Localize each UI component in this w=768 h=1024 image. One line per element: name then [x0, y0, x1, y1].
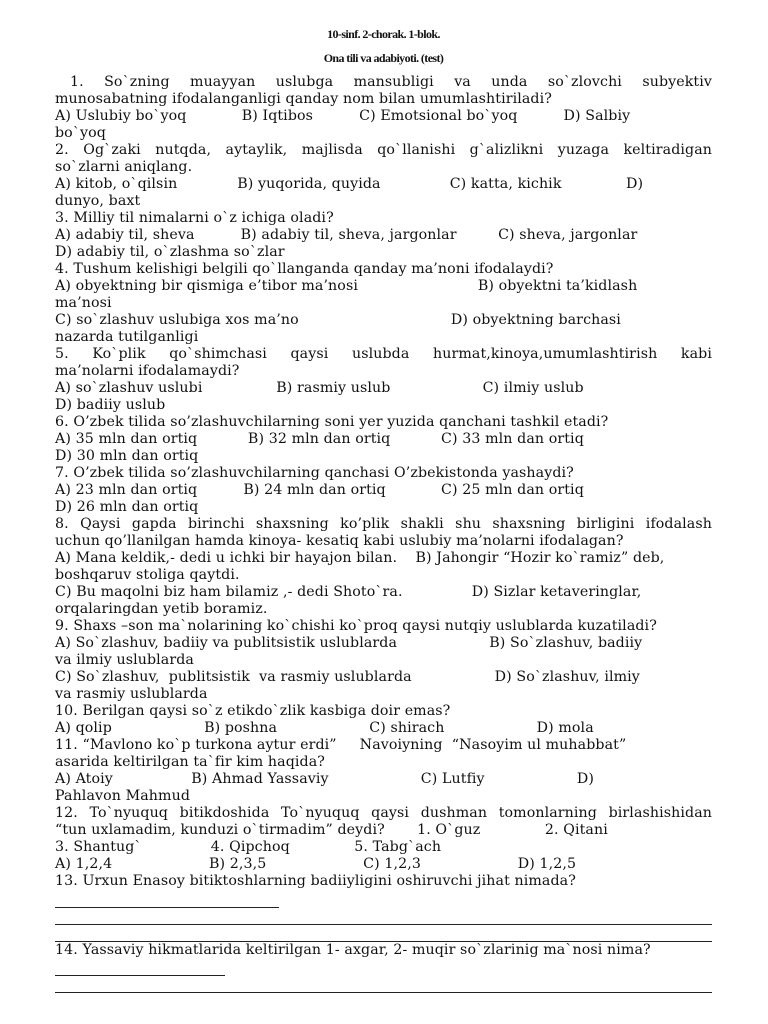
answer-line: [55, 975, 225, 976]
answer-line: [55, 907, 279, 908]
test-document: [55, 0, 712, 1024]
question-4-options-2: C) so`zlashuv uslubiga xos ma’no D) obyektning barchasi: [55, 312, 621, 328]
question-6-options-cont: D) 30 mln dan ortiq: [55, 448, 199, 464]
question-12-options: A) 1,2,4 B) 2,3,5 C) 1,2,3 D) 1,2,5: [55, 856, 577, 872]
question-2-options-cont: dunyo, baxt: [55, 193, 141, 209]
question-11-text-cont: asarida keltirilgan ta`fir kim haqida?: [55, 754, 325, 770]
question-5-options-cont: D) badiiy uslub: [55, 397, 166, 413]
question-9-text: 9. Shaxs –son ma`nolarining ko`chishi ko`proq qaysi nutqiy uslublarda kuzatiladi?: [55, 618, 657, 634]
question-10-options: A) qolip B) poshna C) shirach D) mola: [55, 720, 594, 736]
question-4-options-cont: ma’nosi: [55, 295, 112, 311]
question-1-options: A) Uslubiy bo`yoq B) Iqtibos C) Emotsional bo`yoq D) Salbiy: [55, 108, 631, 124]
question-5-text-cont: ma’nolarni ifodalamaydi?: [55, 363, 240, 379]
question-6-text: 6. O’zbek tilida so’zlashuvchilarning soni yer yuzida qanchani tashkil etadi?: [55, 414, 609, 430]
question-4-options-2-cont: nazarda tutilganligi: [55, 329, 199, 345]
document-title: 10-sinf. 2-chorak. 1-blok.: [327, 27, 440, 41]
question-8-options-2: C) Bu maqolni biz ham bilamiz ,- dedi Shoto`ra. D) Sizlar ketaveringlar,: [55, 584, 642, 600]
question-11-options: A) Atoiy B) Ahmad Yassaviy C) Lutfiy D): [55, 771, 594, 787]
question-3-options: A) adabiy til, sheva B) adabiy til, sheva, jargonlar C) sheva, jargonlar: [55, 227, 638, 243]
question-4-text: 4. Tushum kelishigi belgili qo`llanganda qanday ma’noni ifodalaydi?: [55, 261, 554, 277]
question-8-options-2-cont: orqalaringdan yetib boramiz.: [55, 601, 268, 617]
question-2-text-cont: so`zlarni aniqlang.: [55, 159, 193, 175]
question-3-options-cont: D) adabiy til, o`zlashma so`zlar: [55, 244, 285, 260]
question-2-options: A) kitob, o`qilsin B) yuqorida, quyida C) katta, kichik D): [55, 176, 644, 192]
question-11-options-cont: Pahlavon Mahmud: [55, 788, 190, 804]
question-8-options-cont: boshqaruv stoliga qaytdi.: [55, 567, 240, 583]
question-12-items: 3. Shantug` 4. Qipchoq 5. Tabg`ach: [55, 839, 442, 855]
question-5-options: A) so`zlashuv uslubi B) rasmiy uslub C) ilmiy uslub: [55, 380, 584, 396]
question-8-text-cont: uchun qo’llanilgan hamda kinoya- kesatiq kabi uslubiy ma’nolarni ifodalagan?: [55, 533, 624, 549]
question-9-options-cont: va ilmiy uslublarda: [55, 652, 194, 668]
question-1-text-cont: munosabatning ifodalanganligi qanday nom bilan umumlashtiriladi?: [55, 91, 552, 107]
question-5-text: 5. Ko`plik qo`shimchasi qaysi uslubda hurmat,kinoya,umumlashtirish kabi: [55, 346, 712, 362]
question-13-text: 13. Urxun Enasoy bitiktoshlarning badiiyligini oshiruvchi jihat nimada?: [55, 873, 576, 889]
document-subtitle: Ona tili va adabiyoti. (test): [323, 51, 444, 65]
question-12-text: 12. To`nyuquq bitikdoshida To`nyuquq qaysi dushman tomonlarning birlashishidan: [55, 805, 712, 821]
question-6-options: A) 35 mln dan ortiq B) 32 mln dan ortiq C) 33 mln dan ortiq: [55, 431, 584, 447]
question-8-options: A) Mana keldik,- dedi u ichki bir hayajon bilan. B) Jahongir “Hozir ko`ramiz” deb,: [55, 550, 665, 566]
question-11-text: 11. “Mavlono ko`p turkona aytur erdi” Navoiyning “Nasoyim ul muhabbat”: [55, 737, 627, 753]
question-1-options-cont: bo`yoq: [55, 125, 106, 141]
question-8-text: 8. Qaysi gapda birinchi shaxsning ko’plik shakli shu shaxsning birligini ifodalash: [55, 516, 712, 532]
question-1-text: 1. So`zning muayyan uslubga mansubligi va unda so`zlovchi subyektiv: [70, 74, 712, 90]
question-9-options-2-cont: va rasmiy uslublarda: [55, 686, 208, 702]
question-12-text-cont: “tun uxlamadim, kunduzi o`tirmadim” deydi? 1. O`guz 2. Qitani: [55, 822, 608, 838]
question-10-text: 10. Berilgan qaysi so`z etikdo`zlik kasbiga doir emas?: [55, 703, 451, 719]
question-9-options-2: C) So`zlashuv, publitsistik va rasmiy uslublarda D) So`zlashuv, ilmiy: [55, 669, 640, 685]
answer-line: [55, 992, 712, 993]
question-3-text: 3. Milliy til nimalarni o`z ichiga oladi?: [55, 210, 334, 226]
question-7-options-cont: D) 26 mln dan ortiq: [55, 499, 199, 515]
question-9-options: A) So`zlashuv, badiiy va publitsistik uslublarda B) So`zlashuv, badiiy: [55, 635, 643, 651]
question-7-options: A) 23 mln dan ortiq B) 24 mln dan ortiq C) 25 mln dan ortiq: [55, 482, 584, 498]
answer-line: [55, 924, 712, 925]
question-14-text: 14. Yassaviy hikmatlarida keltirilgan 1- axgar, 2- muqir so`zlarinig ma`nosi nima?: [55, 942, 651, 958]
question-7-text: 7. O’zbek tilida so’zlashuvchilarning qanchasi O’zbekistonda yashaydi?: [55, 465, 574, 481]
question-4-options: A) obyektning bir qismiga e’tibor ma’nosi B) obyektni ta’kidlash: [55, 278, 638, 294]
question-2-text: 2. Og`zaki nutqda, aytaylik, majlisda qo`llanishi g`alizlikni yuzaga keltiradigan: [55, 142, 712, 158]
